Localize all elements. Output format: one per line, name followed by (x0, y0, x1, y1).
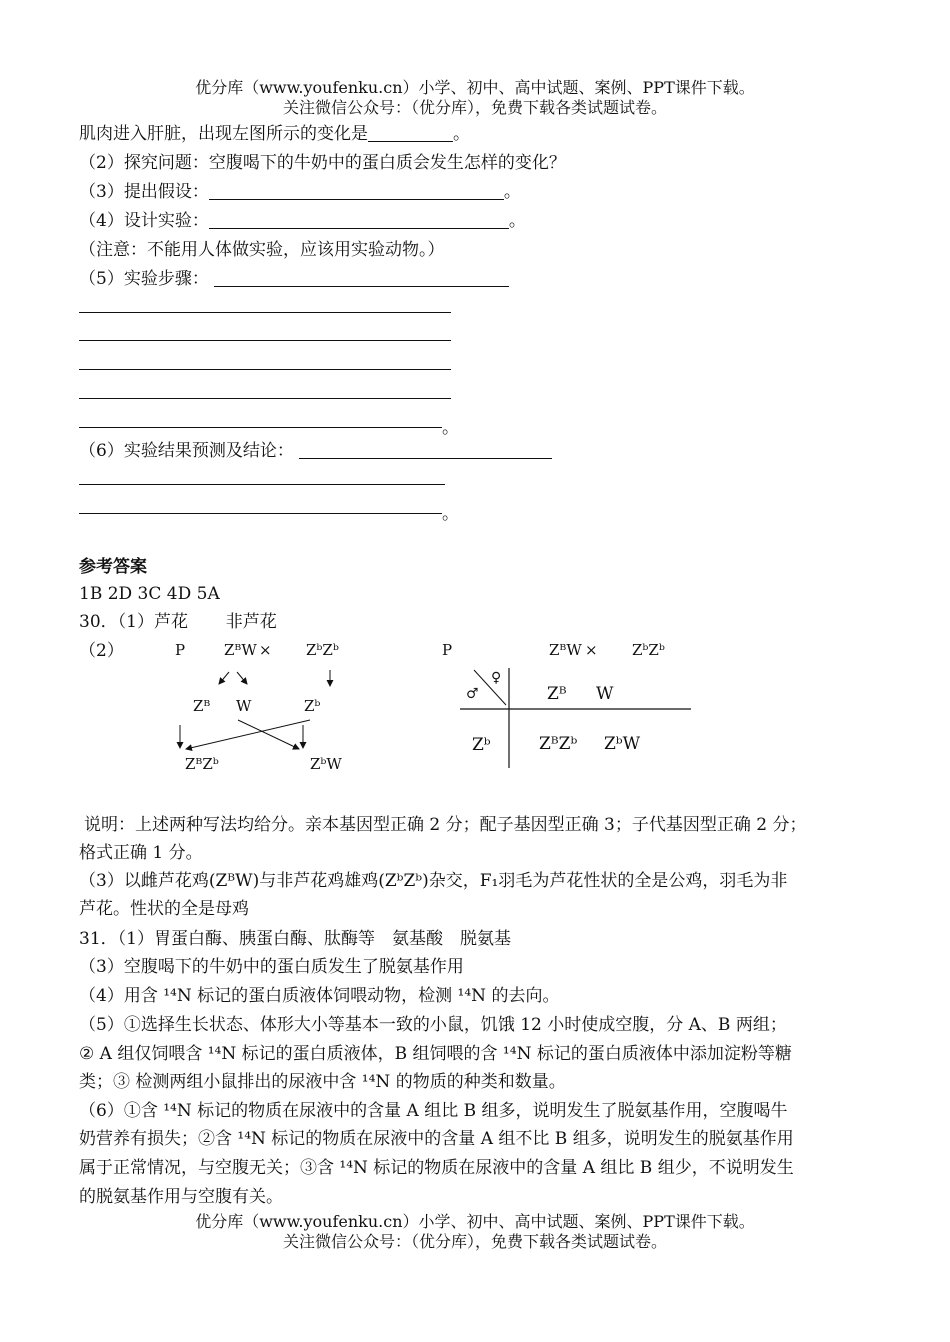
female-symbol-icon: ♀ (491, 670, 502, 686)
page-header-line2: 关注微信公众号：（优分库），免费下载各类试题试卷。 (282, 98, 667, 117)
left-diagram-female-genotype: ZᴮW (224, 641, 257, 659)
q31-5-line-3: 类；③ 检测两组小鼠排出的尿液中含 ¹⁴N 的物质的种类和数量。 (79, 1072, 566, 1092)
answers-title: 参考答案 (79, 557, 147, 577)
question-line-1-text: 肌肉进入肝脏，出现左图所示的变化是 (79, 124, 368, 144)
right-diagram-gamete-zb-lower: Zᵇ (472, 735, 491, 755)
question-4-label: （4）设计实验： (79, 211, 209, 231)
arrow-to-gamete-zb (219, 672, 229, 684)
question-2: （2）探究问题：空腹喝下的牛奶中的蛋白质会发生怎样的变化？ (79, 153, 566, 173)
left-diagram-male-genotype: ZᵇZᵇ (306, 641, 339, 659)
right-diagram-gamete-zb-upper: Zᴮ (547, 684, 567, 704)
arrow-to-gamete-w (237, 672, 247, 684)
q31-5-line-2: ② A 组仅饲喂含 ¹⁴N 标记的蛋白质液体，B 组饲喂的含 ¹⁴N 标记的蛋白质液体中添加淀粉等糖 (79, 1044, 792, 1064)
q31-6-line-3: 属于正常情况，与空腹无关；③含 ¹⁴N 标记的物质在尿液中的含量 A 组比 B 组少，不说明发生 (79, 1158, 794, 1178)
right-diagram-female-genotype: ZᴮW (549, 641, 582, 659)
male-symbol-icon: ♂ (466, 686, 479, 702)
left-diagram-gamete-w: W (236, 697, 252, 715)
page-header-line1: 优分库（www.youfenku.cn）小学、初中、高中试题、案例、PPT课件下载。 (195, 78, 755, 97)
left-diagram-gamete-zb-upper: Zᴮ (193, 697, 211, 715)
question-note: （注意：不能用人体做实验，应该用实验动物。） (79, 240, 445, 260)
left-diagram-offspring-male: ZᴮZᵇ (185, 755, 219, 773)
q30-2-label: （2） (79, 641, 124, 661)
left-diagram-offspring-female: ZᵇW (310, 755, 342, 773)
page-footer-line2: 关注微信公众号：（优分库），免费下载各类试题试卷。 (282, 1232, 667, 1251)
period: 。 (503, 182, 521, 202)
period: 。 (442, 504, 459, 524)
q31-4: （4）用含 ¹⁴N 标记的蛋白质液体饲喂动物，检测 ¹⁴N 的去向。 (79, 986, 560, 1006)
q31-6-line-1: （6）①含 ¹⁴N 标记的物质在尿液中的含量 A 组比 B 组多，说明发生了脱氨基作用，空腹喝牛 (79, 1101, 788, 1121)
question-3-label: （3）提出假设： (79, 182, 209, 202)
right-diagram-offspring-male: ZᴮZᵇ (539, 734, 578, 754)
q31-6-line-4: 的脱氨基作用与空腹有关。 (79, 1187, 283, 1207)
explanation-line-2: 格式正确 1 分。 (79, 843, 203, 863)
left-diagram-gamete-zb-lower: Zᵇ (304, 697, 321, 715)
period: 。 (508, 211, 526, 231)
question-5-label: （5）实验步骤： (79, 269, 209, 289)
q31-5-line-1: （5）①选择生长状态、体形大小等基本一致的小鼠，饥饿 12 小时使成空腹，分 A、B 两组； (79, 1015, 787, 1035)
period: 。 (453, 124, 470, 144)
right-diagram-offspring-female: ZᵇW (604, 734, 641, 754)
question-6-label: （6）实验结果预测及结论： (79, 441, 294, 461)
answers-choices: 1B 2D 3C 4D 5A (79, 584, 220, 604)
q30-number: 30． (79, 612, 118, 632)
right-diagram-cross: × (585, 641, 598, 659)
q30-1-value: 非芦花 (225, 612, 277, 632)
period: 。 (442, 418, 459, 438)
right-diagram-male-genotype: ZᵇZᵇ (632, 641, 665, 659)
q31-1: 31．（1）胃蛋白酶、胰蛋白酶、肽酶等 氨基酸 脱氨基 (79, 929, 511, 949)
left-diagram-cross: × (259, 641, 272, 659)
q30-1-label: （1）芦花 (117, 612, 188, 632)
explanation-line-1: 说明：上述两种写法均给分。亲本基因型正确 2 分；配子基因型正确 3；子代基因型正确 2 分； (84, 815, 807, 835)
q31-3: （3）空腹喝下的牛奶中的蛋白质发生了脱氨基作用 (79, 957, 464, 977)
left-diagram-p: P (175, 641, 186, 659)
q31-6-line-2: 奶营养有损失；②含 ¹⁴N 标记的物质在尿液中的含量 A 组不比 B 组多，说明发生的脱氨基作用 (79, 1129, 794, 1149)
q30-3-line-1: （3）以雌芦花鸡(ZᴮW)与非芦花鸡雄鸡(ZᵇZᵇ)杂交，F₁羽毛为芦花性状的全是公鸡，羽毛为非 (79, 871, 788, 891)
q30-3-line-2: 芦花。性状的全是母鸡 (79, 899, 249, 919)
page-footer-line1: 优分库（www.youfenku.cn）小学、初中、高中试题、案例、PPT课件下载。 (195, 1212, 755, 1231)
right-diagram-p: P (442, 641, 453, 659)
right-diagram-gamete-w: W (596, 684, 614, 704)
